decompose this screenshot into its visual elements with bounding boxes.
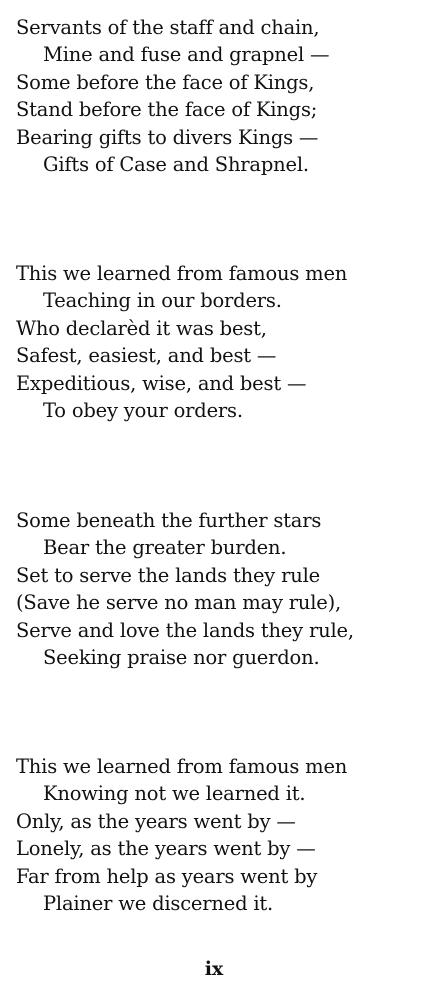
poem-line: Servants of the staff and chain, xyxy=(16,16,320,39)
page-number: ix xyxy=(204,958,224,980)
stanza-4 xyxy=(16,753,426,917)
poem-line: Only, as the years went by — xyxy=(16,809,296,833)
poem-line: Who declarèd it was best, xyxy=(16,316,267,340)
stanza-1 xyxy=(16,14,426,178)
poem-line: Gifts of Case and Shrapnel. xyxy=(43,152,309,176)
poem-line: Teaching in our borders. xyxy=(43,289,282,313)
poem-line: Bear the greater burden. xyxy=(43,536,287,560)
poem-line: Bearing gifts to divers Kings — xyxy=(16,125,319,149)
poem-line: Stand before the face of Kings; xyxy=(16,98,318,122)
poem-line: Mine and fuse and grapnel — xyxy=(43,43,330,67)
poem-line: Far from help as years went by xyxy=(16,864,318,888)
poem-line: Expeditious, wise, and best — xyxy=(16,371,307,395)
poem-line: (Save he serve no man may rule), xyxy=(16,591,342,615)
stanza-3 xyxy=(16,507,426,671)
poem-line: Seeking praise nor guerdon. xyxy=(43,645,320,669)
stanza-2 xyxy=(16,260,426,424)
poem-line: Safest, easiest, and best — xyxy=(16,344,277,368)
poem-line: To obey your orders. xyxy=(43,398,243,422)
poem-line: Serve and love the lands they rule, xyxy=(16,618,354,642)
poem-line: Lonely, as the years went by — xyxy=(16,837,316,861)
poem-line: Plainer we discerned it. xyxy=(43,891,274,915)
poem-line: This we learned from famous men xyxy=(16,755,348,778)
poem-line: Some beneath the further stars xyxy=(16,509,322,532)
poem-line: This we learned from famous men xyxy=(16,262,348,285)
poem-line: Set to serve the lands they rule xyxy=(16,563,320,587)
poem-line: Knowing not we learned it. xyxy=(43,782,306,806)
poem-line: Some before the face of Kings, xyxy=(16,70,315,94)
